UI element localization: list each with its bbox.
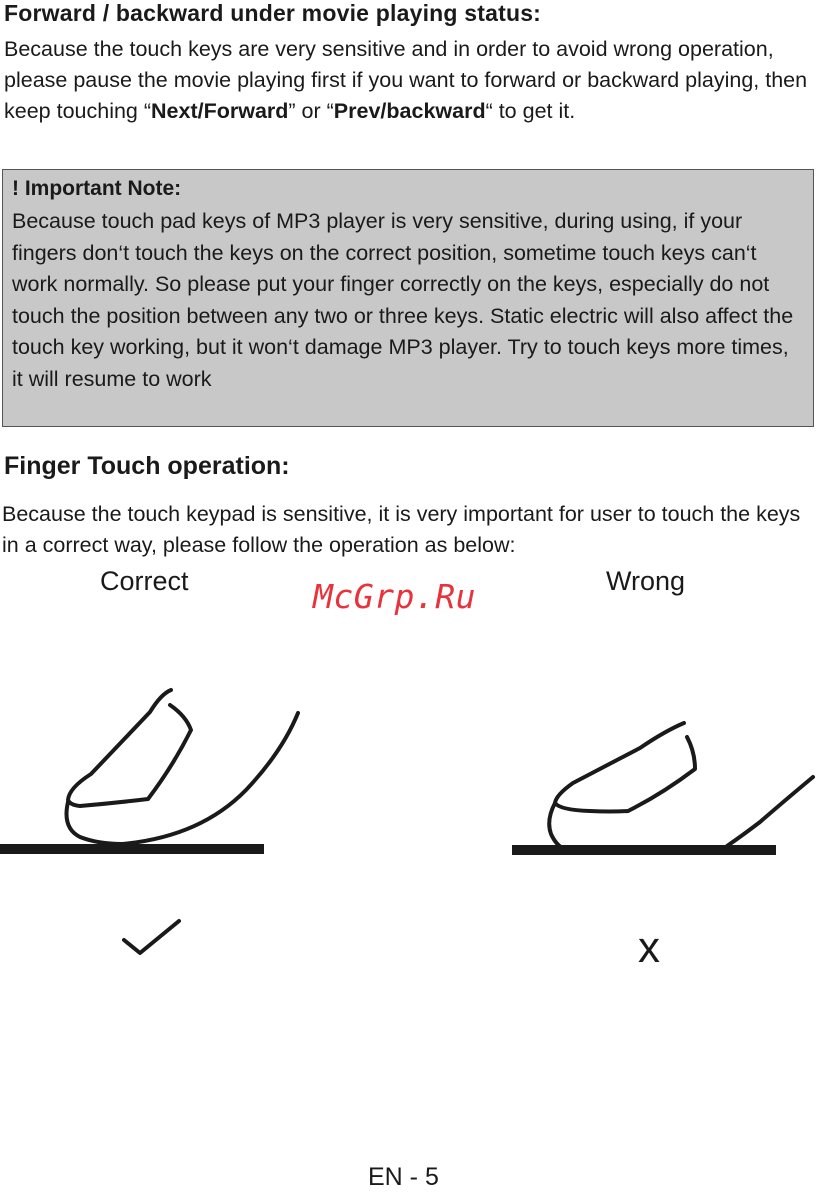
wrong-finger-drawing xyxy=(549,723,813,849)
wrong-finger-underside xyxy=(549,777,813,849)
important-note-body: Because touch pad keys of MP3 player is very sensitive, during using, if your fingers don‘t touch the keys on the correct position, sometime touch keys can‘t work normally. So please put your finger correctly on the keys, especially do not touch the position between any two or three keys. Static electric will also affect the touch key working, but it won‘t damage MP3 player. Try to touch keys more times, it will resume to work xyxy=(12,209,794,391)
section-heading-finger-touch: Finger Touch operation: xyxy=(4,452,290,480)
paragraph-text-mid: ” or “ xyxy=(288,99,334,123)
finger-touch-illustration xyxy=(0,600,817,980)
finger-touch-paragraph: Because the touch keypad is sensitive, it is very important for user to touch the keys in a correct way, please follow the operation as below: xyxy=(2,502,801,557)
wrong-keypad-line xyxy=(512,845,776,855)
x-mark-icon: x xyxy=(638,923,660,972)
important-note-box xyxy=(2,169,814,427)
prev-backward-key-label: Prev/backward xyxy=(333,99,486,123)
paragraph-text-start: Because the touch keys are very sensitive and in order to avoid wrong operation, please pause the movie playing first if you want to forward or backward playing, then keep touching “ xyxy=(4,37,808,123)
correct-keypad-line xyxy=(0,844,264,854)
correct-label: Correct xyxy=(100,566,189,596)
correct-finger-tip xyxy=(68,690,191,806)
wrong-finger-tip xyxy=(555,723,695,812)
watermark-logo: McGrp.Ru xyxy=(313,577,476,616)
checkmark-icon xyxy=(124,921,179,953)
important-note-title: ! Important Note: xyxy=(12,177,182,200)
next-forward-key-label: Next/Forward xyxy=(151,99,289,123)
correct-finger-underside xyxy=(67,713,299,844)
section-heading-forward-backward: Forward / backward under movie playing status: xyxy=(4,0,542,26)
paragraph-text-end: “ to get it. xyxy=(485,99,576,123)
wrong-label: Wrong xyxy=(606,566,686,596)
page-number: EN - 5 xyxy=(368,1163,439,1191)
correct-finger-drawing xyxy=(67,690,299,844)
forward-backward-paragraph xyxy=(4,34,812,127)
